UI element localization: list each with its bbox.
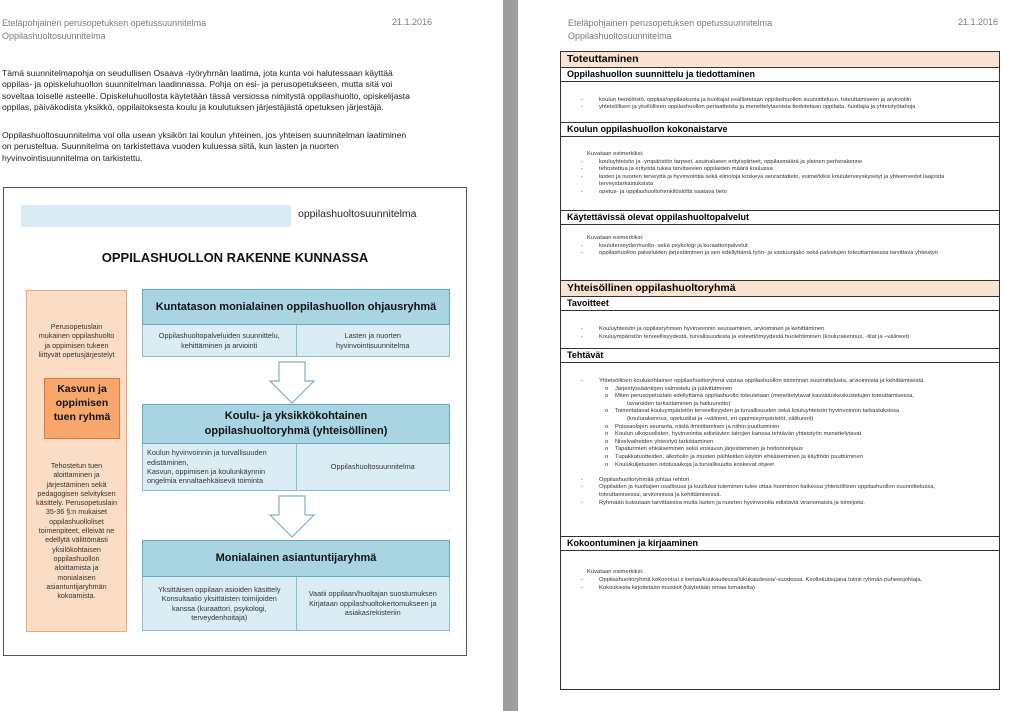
down-arrow-icon <box>268 361 316 405</box>
text-line: Koulu- ja yksikkökohtainen <box>224 410 368 422</box>
list-item-text: oppilashuollon palveluiden järjestäminen ja sen edellyttämä työn- ja vastuunjako sekä palvelujen toteuttamisessa tarvittava yhteistyö <box>599 250 938 257</box>
growth-support-group-box <box>44 378 120 439</box>
left-column-bottom-text <box>31 461 122 600</box>
list-item-text: Koulun ulkopuolisten, hyvinvointia edistävien tahojen kanssa tehtävän yhteistyön menettelytavat <box>615 431 862 438</box>
bullet-marker: - <box>581 499 583 506</box>
text-line: Konsultaatio yksittäisten toimijoiden <box>161 594 277 604</box>
list-item-text: Toimintatavat kouluympäristön terveellisyyden ja turvallisuuden sekä kouluyhteisön hyvinvoinnin tarkastuksissa <box>615 408 900 415</box>
list-item-text: Oppilaiden ja huoltajien osallisuus ja kuulluksi tuleminen tulee ottaa huomioon kaikessa yhteisöllisen oppilashuollon suunnittelussa, <box>599 484 936 491</box>
subsection-heading: Tavoitteet <box>561 297 999 311</box>
list-item-text: lasten ja nuorten terveyttä ja hyvinvointia sekä elinoloja koskeva seurantatieto, esimerkiksi kouluterveyskyselyt ja yhteenvedot laajoista <box>599 173 945 180</box>
text-line: Lasten ja nuorten <box>344 331 401 341</box>
text-line: terveydenhoitaja) <box>191 612 248 622</box>
plan-table <box>560 51 1000 690</box>
text-line: kanssa (kuraattori, psykologi, <box>172 603 267 613</box>
bullet-marker: - <box>581 250 583 257</box>
bullet-marker: o <box>605 431 609 438</box>
list-item-text: tehostettua ja erityistä tukea tarvitsevien oppilaiden määrä koulussa <box>599 166 773 173</box>
list-item-text: toteuttamisessa, arvioinnissa ja kehittämisessä. <box>599 492 722 498</box>
bullet-marker: - <box>581 476 583 483</box>
header-line: Eteläpohjainen perusopetuksen opetussuunnitelma <box>568 18 773 28</box>
list-item-text: kouluterveydenhuolto- sekä psykologi ja kuraattoripalvelut <box>599 242 748 249</box>
text-line: Kirjataan oppilashuoltokertomukseen ja <box>309 598 437 608</box>
header-left <box>568 17 772 43</box>
list-item-text: koulun henkilöstö, oppilas/oppilaskunta ja huoltajat osallistetaan oppilashuollon suunnitteluun, toteuttamiseen ja arviointiin <box>599 97 912 103</box>
text-line: Oppilashuoltosuunnitelma voi olla usean yksikön tai koulun yhteinen, jos yhteisen suunnitelman laatiminen <box>2 130 407 140</box>
text-line: kehittäminen ja arviointi <box>181 340 258 350</box>
bullet-marker: - <box>581 104 583 111</box>
bullet-marker: o <box>605 446 609 453</box>
bullet-marker: o <box>605 393 609 400</box>
text-line: mukainen oppilashuolto <box>38 331 115 341</box>
list-item-text: (koulurakennus, opetustilat ja –välineet, eri oppimisympäristöt, välitunnit) <box>627 416 814 422</box>
text-line: Oppilashuoltopalveluiden suunnittelu, <box>158 331 280 341</box>
text-line: monialaisen <box>57 572 96 582</box>
list-item-text: Järjestyssääntöjen valmistelu ja päivittäminen <box>615 385 733 392</box>
block-cell <box>143 325 296 356</box>
text-line: aloittaminen ja <box>53 470 100 480</box>
text-line: Tehostetun tuen <box>50 461 103 470</box>
text-line: aloittamista ja <box>54 563 99 573</box>
section-heading: Toteuttaminen <box>561 52 999 68</box>
bullet-marker: - <box>581 378 583 384</box>
intro-paragraph-2 <box>2 130 462 164</box>
text-line: Kasvun ja <box>57 383 107 395</box>
text-line: oppimisen <box>55 397 109 409</box>
subsection-heading: Kokoontuminen ja kirjaaminen <box>561 537 999 551</box>
header-line: Oppilashuoltosuunnitelma <box>2 31 106 41</box>
text-line: edistäminen, <box>147 457 189 467</box>
text-line: Koulun hyvinvoinnin ja turvallisuuden <box>147 448 267 458</box>
list-item-text: Yhteisöllinen koulukohtainen oppilashuoltoryhmä vastaa oppilashuollon toiminnan suunnittelusta, arvioinnista ja kehittämisestä. <box>599 378 925 384</box>
list-item-text: Poissaolojen seuranta, niistä ilmoittaminen ja niihin puuttuminen <box>615 423 780 430</box>
structure-diagram <box>3 187 467 656</box>
list-item-text: Tapaturmien ehkäiseminen sekä ensiavun järjestäminen ja hoitoonohjaus <box>615 446 803 453</box>
list-item-text: Kokouksista kirjoitetaan muistiot (käytetään omaa lomaketta) <box>599 585 755 591</box>
text-line: Vaatii oppilaan/huoltajan suostumuksen <box>308 589 437 599</box>
text-line: hyvinvointisuunnitelma on tarkistettu. <box>2 152 143 163</box>
bullet-marker: - <box>581 158 583 165</box>
subsection-heading: Oppilashuollon suunnittelu ja tiedottaminen <box>561 68 999 82</box>
bullet-marker: o <box>605 461 609 468</box>
list-item-text: Kouluympäristön terveellisyydestä, turvallisuudesta ja esteettömyydestä huolehtiminen (koulurakennus, -tilat ja –välineet) <box>599 334 910 340</box>
text-line: ja oppimisen tukeen <box>44 340 109 350</box>
list-item-text: Nivelvaiheiden yhteistyö tarkistaminen <box>615 438 714 445</box>
block-title: Kuntatason monialainen oppilashuollon ohjausryhmä <box>142 289 450 325</box>
header-date: 21.1.2016 <box>392 17 433 27</box>
list-item-text: tavaroiden tarkastaminen ja haltuunotto) <box>627 400 731 407</box>
list-item-text: Miten perusopetuslain edellyttämä oppilashuolto toteutetaan (menettelytavat kasvatuskeskustelujen toteuttamisessa, <box>615 393 915 400</box>
intro-paragraph-1 <box>2 68 462 114</box>
name-placeholder-box <box>21 205 291 227</box>
bullet-marker: - <box>581 585 583 591</box>
header-line: Eteläpohjainen perusopetuksen opetussuunnitelma <box>2 18 207 28</box>
list-item-text: terveystarkastuksista <box>599 181 654 188</box>
bullet-marker: o <box>605 438 609 445</box>
school-student-welfare-group-block <box>142 404 450 491</box>
text-line: oppilashuollon <box>53 553 100 563</box>
bullet-marker: - <box>581 484 583 491</box>
bullet-marker: - <box>581 334 583 340</box>
bullet-marker: - <box>581 173 583 180</box>
list-item-text: opetus- ja oppilashuoltohenkilöstöltä saatava tieto <box>599 189 727 195</box>
text-line: on perusteltua. Suunnitelma on tarkistettava vuoden kuluessa siitä, kun lasten ja nuorten <box>2 141 339 152</box>
list-item-text: Tupakkatuotteiden, alkoholin ja muiden päihteiden käytön ehkäiseminen ja käyttöön puuttuminen <box>615 454 863 460</box>
text-line: oppilashuoltoryhmä (yhteisöllinen) <box>204 425 388 437</box>
bullet-marker: - <box>581 189 583 195</box>
multidisciplinary-expert-group-block <box>142 540 450 631</box>
municipal-steering-group-block <box>142 289 450 357</box>
subsection-heading: Tehtävät <box>561 349 999 363</box>
list-item-text: Koulukuljetusten odotusaikoja ja turvallisuutta koskevat ohjeet <box>615 461 774 468</box>
list-item-text: Kouluyhteisön ja oppilasryhmien hyvinvoinnin seuraaminen, arvioiminen ja kehittäminen <box>599 326 825 332</box>
header-date: 21.1.2016 <box>958 17 999 27</box>
bullet-marker: - <box>581 326 583 332</box>
text-line: Tämä suunnitelmapohja on seudullisen Osaava -työryhmän laatima, jota kunta voi halutessaan käyttää <box>2 68 393 78</box>
text-line: 35-36 §:n mukaiset <box>45 507 108 517</box>
text-line: käsittely. Perusopetuslain <box>36 498 117 508</box>
diagram-subtitle: oppilashuoltosuunnitelma <box>298 208 417 220</box>
left-column-top-text <box>31 322 122 359</box>
text-line: tuen ryhmä <box>53 411 111 423</box>
text-line: soveltaa toiselle asteelle. Opiskeluhuollosta käytetään tässä versiossa nimitystä oppilashuolto, opiskelijasta <box>2 90 410 101</box>
text-line: oppilashuolloliset <box>49 516 104 526</box>
text-line: Oppilashuoltosuunnitelma <box>330 462 415 472</box>
block-cell <box>143 444 296 490</box>
page-left <box>0 0 503 711</box>
list-item-text: Oppilashuoltoryhmä kokoontuu x kertaa/kuukaudessa/lukukaudessa/-vuodessa. Koollekutsujana toimii ryhmän puheenjohtaja. <box>599 577 923 583</box>
block-cell <box>296 577 450 630</box>
list-item-text: yhteisöllisen ja yksilöllisen oppilashuollon periaatteista ja menettelytavoista tiedotetaan oppilaita, huoltajia ja yhteistyötahoja <box>599 104 916 111</box>
list-item-text: Ryhmään kutsutaan tarvittaessa muita lasten ja nuorten hyvinvointia edistäviä viranomaisia ja toimijoita. <box>599 499 865 506</box>
text-line: yksilökohtaisen <box>52 544 101 554</box>
text-line: hyvinvointisuunnitelma <box>336 340 410 350</box>
block-cell <box>296 444 450 490</box>
header-left <box>2 17 206 43</box>
text-line: ongelmia ennaltaehkäisevä toiminta <box>147 476 264 486</box>
text-line: asiakasrekisteriin <box>344 608 401 618</box>
list-item-text: kouluyhteisön ja -ympäristön tarpeet, asuinalueen erityispiirteet, oppilasmäärä ja yleinen perherakenne <box>599 158 863 165</box>
text-line: toimenpiteet, elleivät ne <box>38 526 115 536</box>
header-line: Oppilashuoltosuunnitelma <box>568 31 672 41</box>
block-title <box>142 404 450 444</box>
block-cell <box>296 325 450 356</box>
block-row <box>142 444 450 491</box>
bullet-marker: o <box>605 408 609 415</box>
text-line: oppilas- ja opiskeluhuollon suunnitelman laadinnassa. Pohja on esi- ja perusopetukseen, mutta sitä voi <box>2 79 393 90</box>
bullet-marker: - <box>581 242 583 249</box>
growth-support-column <box>26 290 127 632</box>
block-title: Monialainen asiantuntijaryhmä <box>142 540 450 577</box>
bullet-marker: - <box>581 577 583 583</box>
bullet-marker: o <box>605 423 609 430</box>
lead-text: Kuvataan esimerkiksi: <box>587 569 644 575</box>
bullet-marker: o <box>605 454 609 460</box>
block-row <box>142 325 450 357</box>
text-line: pedagogisen selvityksen <box>37 488 116 498</box>
bullet-marker: - <box>581 166 583 173</box>
subsection-heading: Koulun oppilashuollon kokonaistarve <box>561 123 999 137</box>
text-line: Yksittäisen oppilaan asioiden käsittely <box>158 584 281 594</box>
text-line: oppilas, päiväkodista yksikkö, oppilaitoksesta koulu ja koulutuksen järjestäjästä opetuksen järjestäjä. <box>2 102 384 113</box>
diagram-title: OPPILASHUOLLON RAKENNE KUNNASSA <box>101 250 369 265</box>
text-line: Kasvun, oppimisen ja koulunkäynnin <box>147 467 266 476</box>
text-line: liittyvät opetusjärjestelyt <box>38 349 115 359</box>
text-line: järjestäminen sekä <box>46 479 107 489</box>
list-item-text: Oppilashuoltoryhmää johtaa rehtori <box>599 476 690 483</box>
lead-text: Kuvataan esimerkiksi: <box>587 151 644 157</box>
bullet-marker: o <box>605 385 609 392</box>
text-line: Perusopetuslain <box>50 322 103 331</box>
text-line: edellytä välittömästi <box>45 535 108 545</box>
bullet-marker: - <box>581 97 583 103</box>
text-line: kokoamista. <box>57 591 96 601</box>
lead-text: Kuvataan esimerkiksi: <box>587 235 644 241</box>
down-arrow-icon <box>268 495 316 539</box>
subsection-heading: Käytettävissä olevat oppilashuoltopalvelut <box>561 211 999 225</box>
section-heading: Yhteisöllinen oppilashuoltoryhmä <box>561 281 999 297</box>
text-line: asiantuntijaryhmän <box>46 581 107 591</box>
page-right <box>518 0 1023 711</box>
block-cell <box>143 577 296 630</box>
block-row <box>142 577 450 631</box>
